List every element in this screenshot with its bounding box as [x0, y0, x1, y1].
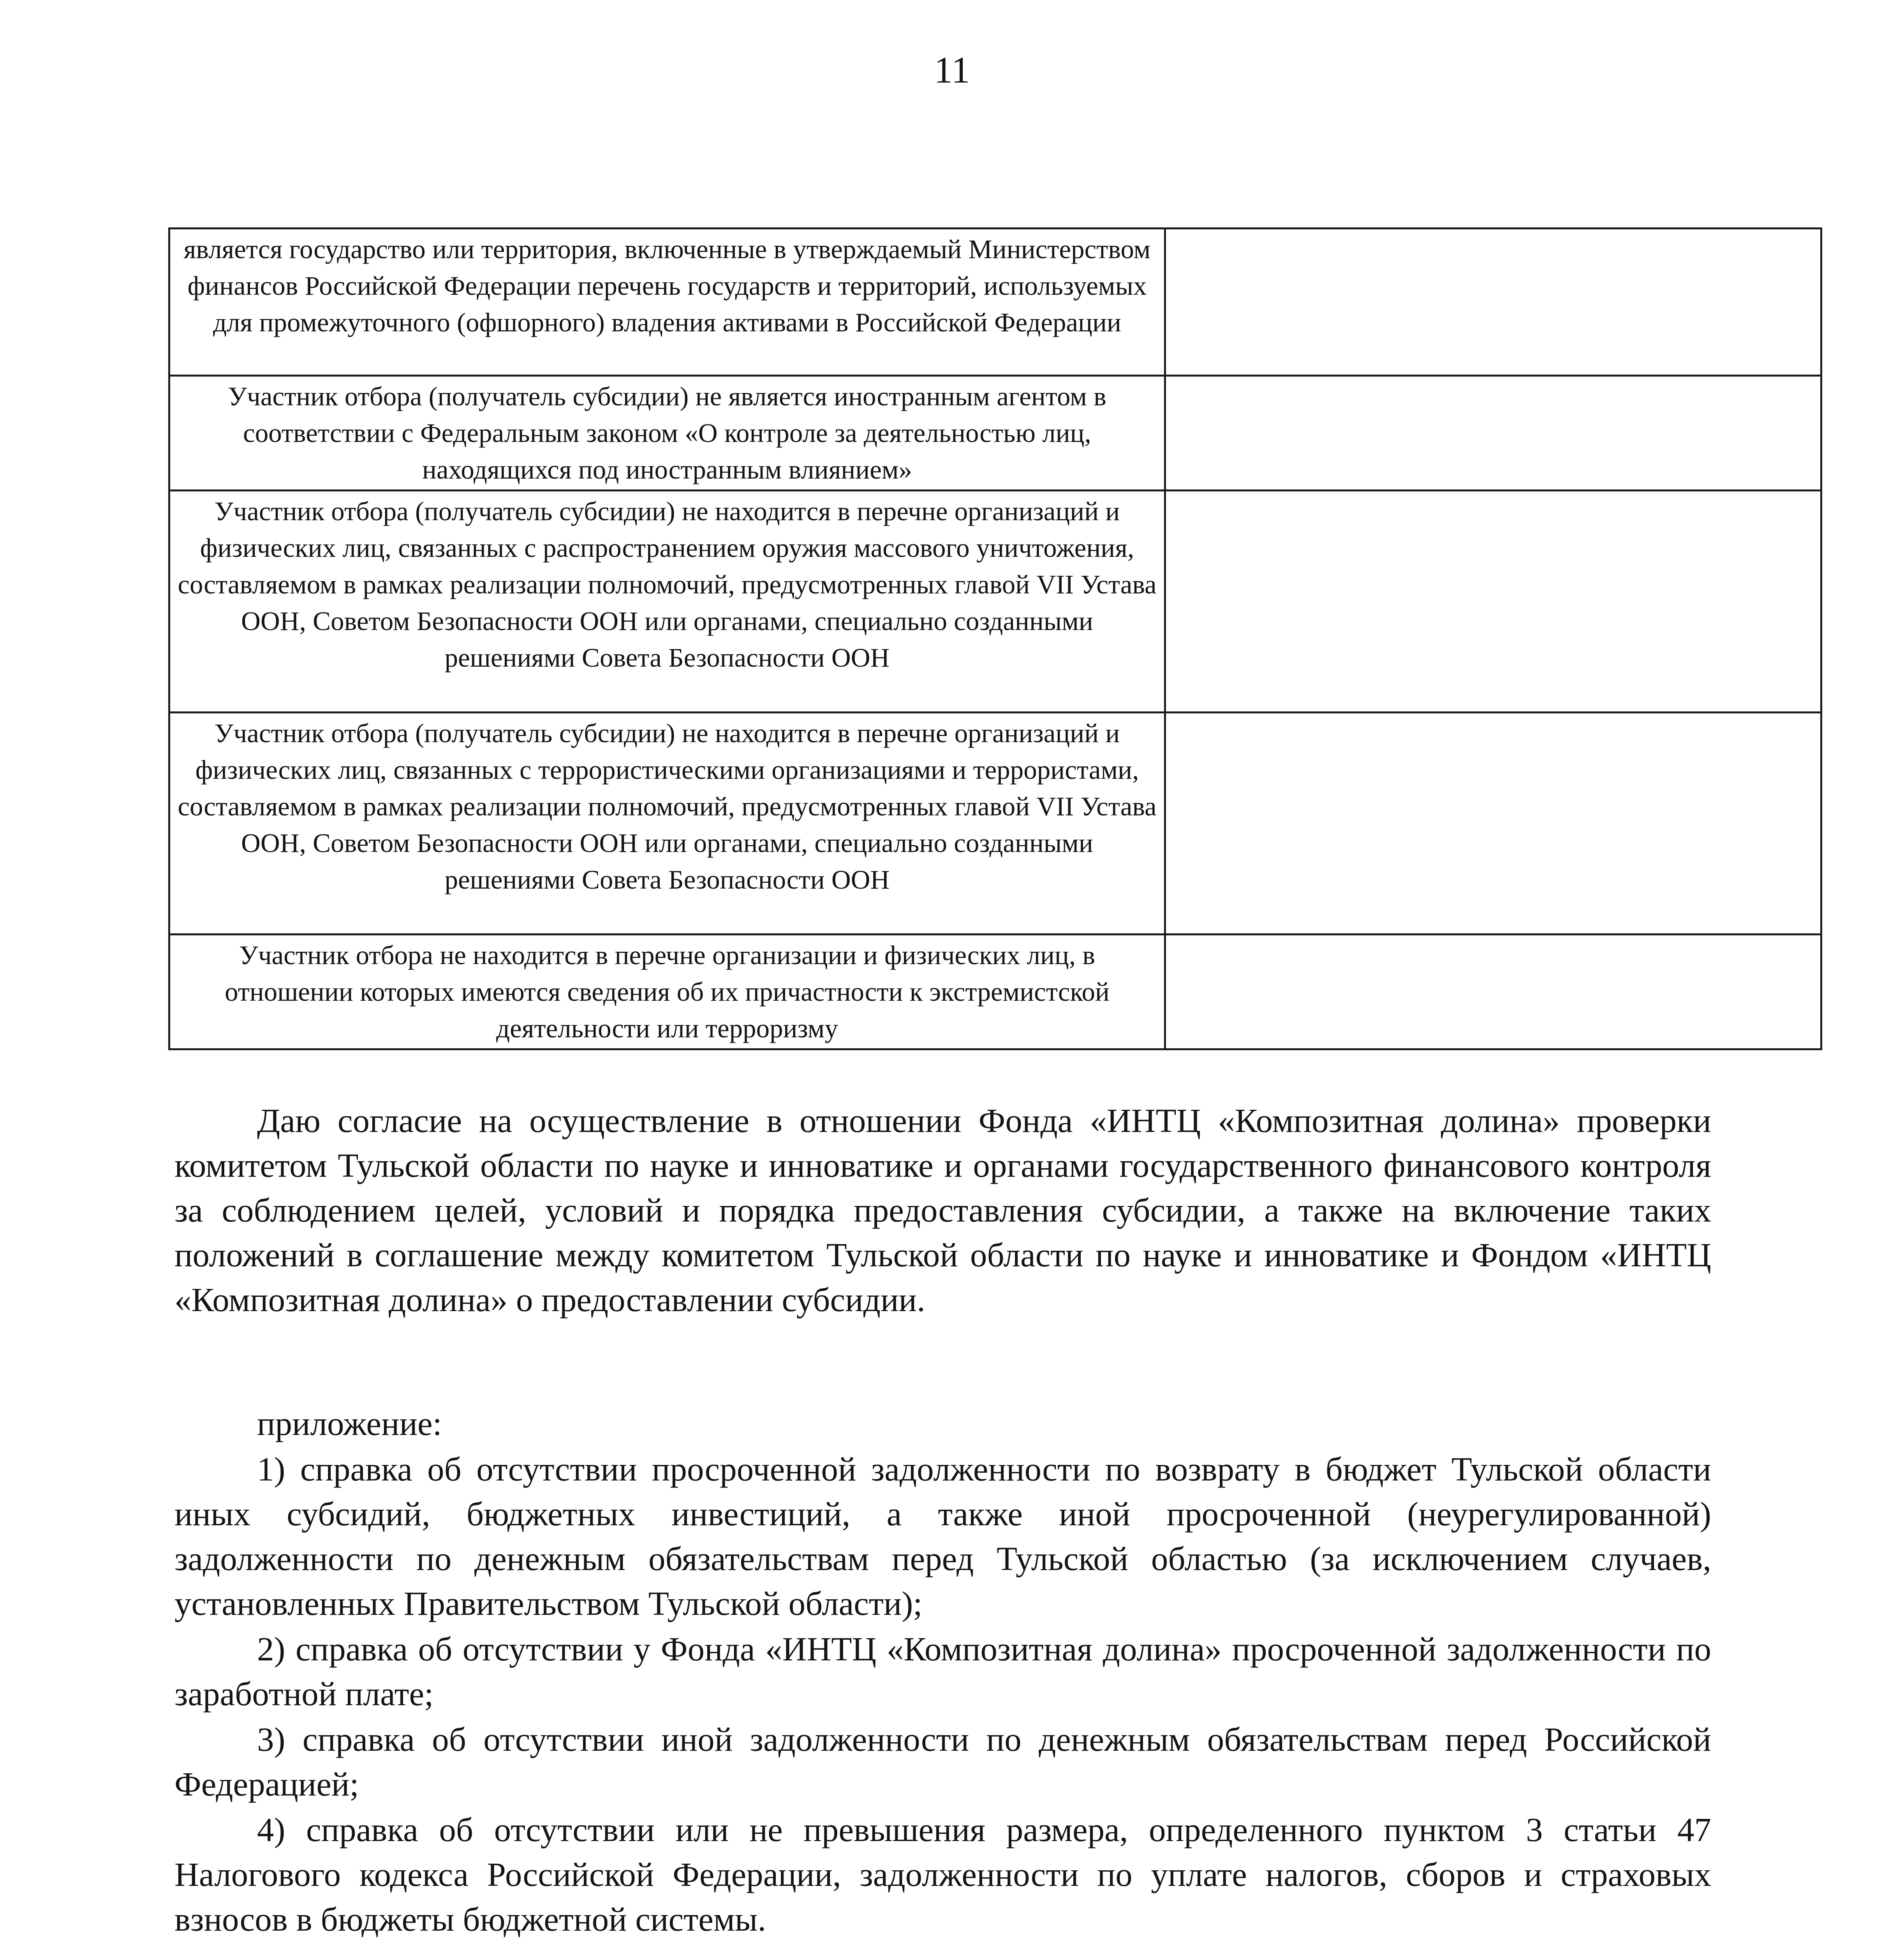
criterion-value-cell	[1165, 935, 1821, 1049]
appendix-item: 4) справка об отсутствии или не превышения размера, определенного пунктом 3 статьи 47 Налогового кодекса Российской Федерации, задолженности по уплате налогов, сборов и страховых взносов в бюджеты бюджетной системы.	[174, 1811, 1711, 1938]
page-number: 11	[934, 49, 970, 91]
criterion-text: является государство или территория, включенные в утверждаемый Министерством финансов Российской Федерации перечень государств и территорий, используемых для промежуточного (офшорного) владения активами в Российской Федерации	[169, 229, 1165, 376]
appendix-section	[174, 1401, 1711, 1942]
table-row	[169, 229, 1821, 376]
consent-paragraph: Даю согласие на осуществление в отношении Фонда «ИНТЦ «Композитная долина» проверки комитетом Тульской области по науке и инноватике и органами государственного финансового контроля за соблюдением целей, условий и порядка предоставления субсидии, а также на включение таких положений в соглашение между комитетом Тульской области по науке и инноватике и Фондом «ИНТЦ «Композитная долина» о предоставлении субсидии.	[174, 1102, 1711, 1319]
appendix-label: приложение:	[257, 1405, 442, 1442]
criterion-value-cell	[1165, 491, 1821, 713]
appendix-item: 1) справка об отсутствии просроченной задолженности по возврату в бюджет Тульской области иных субсидий, бюджетных инвестиций, а также иной просроченной (неурегулированной) задолженности по денежным обязательствам перед Тульской областью (за исключением случаев, установленных Правительством Тульской области);	[174, 1450, 1711, 1622]
criterion-text: Участник отбора не находится в перечне организации и физических лиц, в отношении которых имеются сведения об их причастности к экстремистской деятельности или терроризму	[169, 935, 1165, 1049]
consent-section	[174, 1098, 1711, 1322]
criterion-value-cell	[1165, 229, 1821, 376]
criterion-value-cell	[1165, 713, 1821, 935]
appendix-item: 3) справка об отсутствии иной задолженности по денежным обязательствам перед Российской Федерацией;	[174, 1720, 1711, 1803]
table-row	[169, 491, 1821, 713]
table-row	[169, 713, 1821, 935]
criterion-text: Участник отбора (получатель субсидии) не находится в перечне организаций и физических лиц, связанных с террористическими организациями и террористами, составляемом в рамках реализации полномочий, предусмотренных главой VII Устава ООН, Советом Безопасности ООН или органами, специально созданными решениями Совета Безопасности ООН	[169, 713, 1165, 935]
criterion-text: Участник отбора (получатель субсидии) не находится в перечне организаций и физических лиц, связанных с распространением оружия массового уничтожения, составляемом в рамках реализации полномочий, предусмотренных главой VII Устава ООН, Советом Безопасности ООН или органами, специально созданными решениями Совета Безопасности ООН	[169, 491, 1165, 713]
appendix-item: 2) справка об отсутствии у Фонда «ИНТЦ «Композитная долина» просроченной задолженности по заработной плате;	[174, 1630, 1711, 1713]
table-row	[169, 376, 1821, 491]
criterion-text: Участник отбора (получатель субсидии) не является иностранным агентом в соответствии с Федеральным законом «О контроле за деятельностью лиц, находящихся под иностранным влиянием»	[169, 376, 1165, 491]
criterion-value-cell	[1165, 376, 1821, 491]
criteria-table	[168, 227, 1822, 1050]
table-row	[169, 935, 1821, 1049]
